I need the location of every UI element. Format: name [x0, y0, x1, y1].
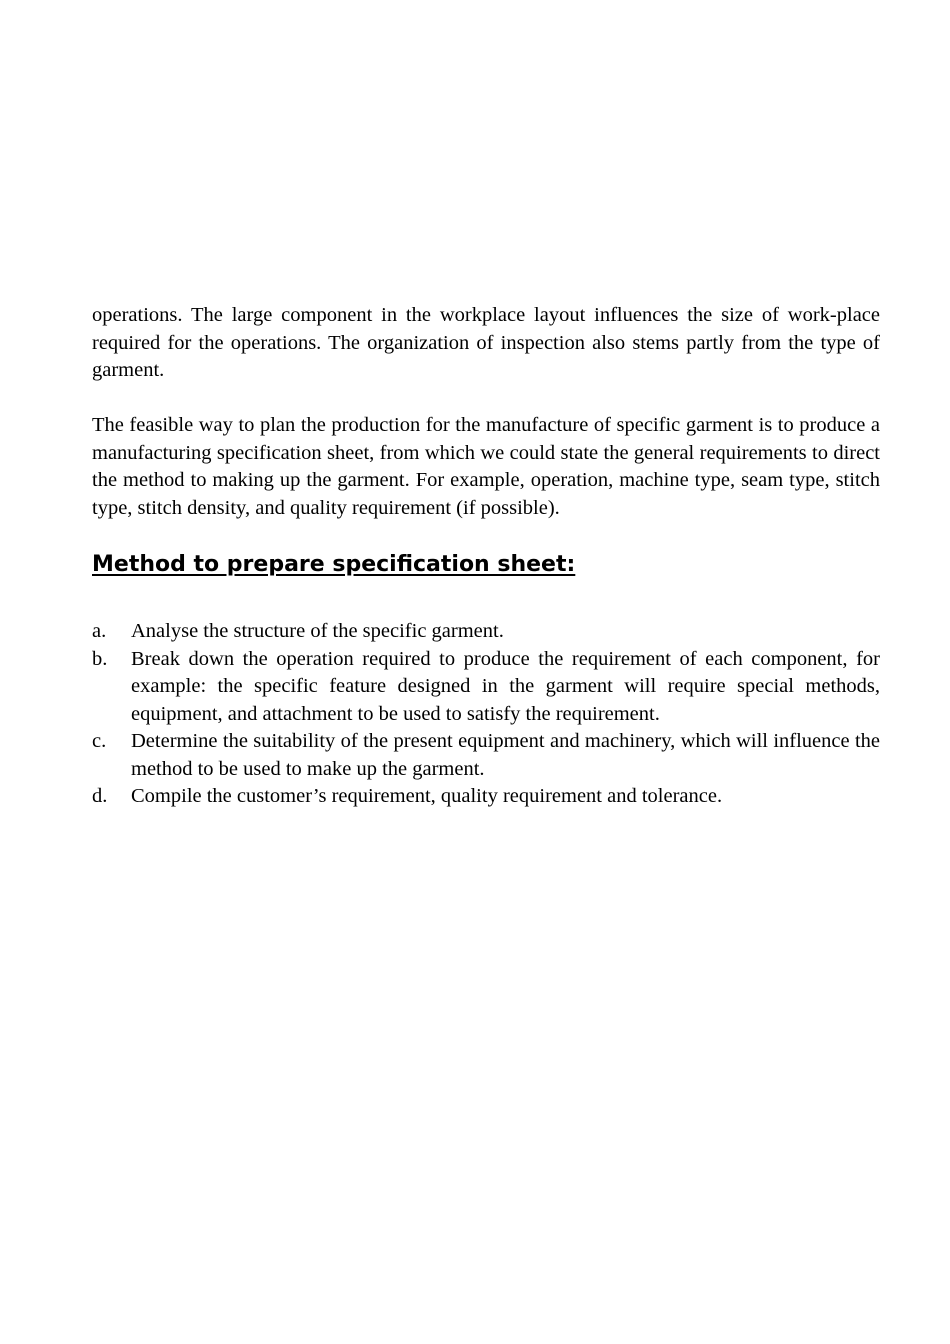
list-item — [92, 728, 880, 783]
paragraph-production-planning: The feasible way to plan the production for the manufacture of specific garment is to produce a manufacturing specification sheet, from which we could state the general requirements to direct the method to making up the garment. For example, operation, machine type, seam type, stitch type, stitch density, and quality requirement (if possible). — [92, 414, 880, 519]
list-marker: a. — [92, 620, 107, 642]
list-item-text: Determine the suitability of the present equipment and machinery, which will influence the method to be used to make up the garment. — [131, 730, 880, 780]
paragraph-operations: operations. The large component in the workplace layout influences the size of work-place required for the operations. The organization of inspection also stems partly from the type of garment. — [92, 304, 880, 381]
page-content — [92, 302, 880, 811]
list-item — [92, 618, 880, 646]
list-item — [92, 783, 880, 811]
list-marker: d. — [92, 785, 108, 807]
list-marker: c. — [92, 730, 107, 752]
list-item-text: Break down the operation required to produce the requirement of each component, for example: the specific feature designed in the garment will require special methods, equipment, and attachment to be used to satisfy the requirement. — [131, 647, 880, 725]
section-heading: Method to prepare specification sheet: — [92, 552, 576, 577]
list-item — [92, 646, 880, 729]
list-item-text: Analyse the structure of the specific garment. — [131, 620, 504, 642]
method-steps-list — [92, 618, 880, 811]
list-marker: b. — [92, 647, 108, 670]
list-item-text: Compile the customer’s requirement, quality requirement and tolerance. — [131, 785, 723, 807]
